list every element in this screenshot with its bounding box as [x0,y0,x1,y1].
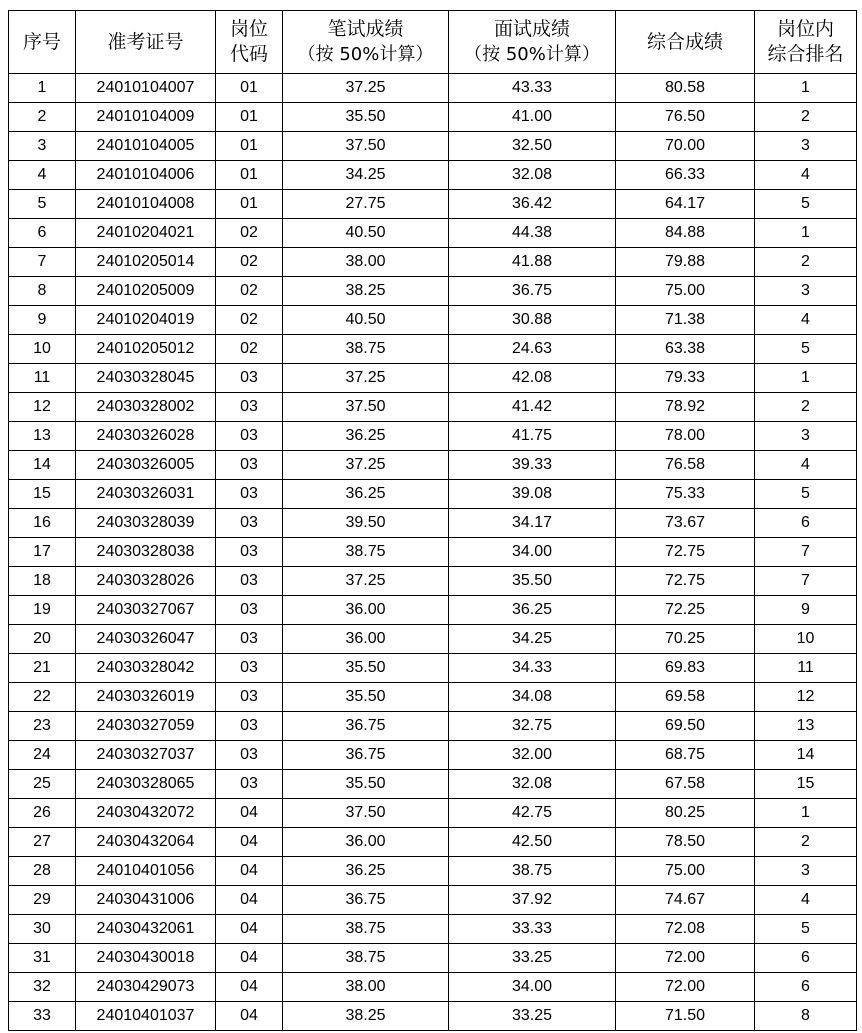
cell-interview-score: 39.08 [449,480,616,509]
cell-written-score: 38.00 [283,248,449,277]
header-post-code: 岗位 代码 [216,11,283,74]
table-row [9,422,857,451]
cell-written-score: 38.25 [283,1002,449,1031]
cell-written-score: 37.25 [283,451,449,480]
cell-ticket-number: 24030432072 [76,799,216,828]
cell-total-score: 79.88 [616,248,755,277]
cell-interview-score: 41.75 [449,422,616,451]
cell-total-score: 64.17 [616,190,755,219]
cell-ticket-number: 24030327067 [76,596,216,625]
cell-post-code: 03 [216,538,283,567]
cell-written-score: 36.75 [283,741,449,770]
cell-written-score: 39.50 [283,509,449,538]
cell-seq: 23 [9,712,76,741]
cell-rank: 2 [755,103,857,132]
cell-rank: 11 [755,654,857,683]
cell-total-score: 72.25 [616,596,755,625]
cell-rank: 6 [755,509,857,538]
cell-interview-score: 32.50 [449,132,616,161]
cell-post-code: 01 [216,74,283,103]
cell-ticket-number: 24010204021 [76,219,216,248]
cell-written-score: 36.00 [283,828,449,857]
cell-rank: 4 [755,451,857,480]
cell-ticket-number: 24010204019 [76,306,216,335]
cell-total-score: 69.58 [616,683,755,712]
cell-post-code: 02 [216,277,283,306]
cell-rank: 2 [755,393,857,422]
cell-total-score: 72.75 [616,538,755,567]
cell-seq: 30 [9,915,76,944]
cell-seq: 20 [9,625,76,654]
cell-written-score: 36.75 [283,886,449,915]
table-row [9,335,857,364]
cell-ticket-number: 24030326005 [76,451,216,480]
cell-post-code: 04 [216,828,283,857]
cell-seq: 21 [9,654,76,683]
cell-written-score: 36.25 [283,480,449,509]
cell-rank: 8 [755,1002,857,1031]
cell-seq: 5 [9,190,76,219]
cell-interview-score: 32.08 [449,161,616,190]
table-row [9,248,857,277]
cell-written-score: 35.50 [283,683,449,712]
cell-total-score: 75.33 [616,480,755,509]
cell-rank: 4 [755,886,857,915]
table-row [9,654,857,683]
cell-seq: 12 [9,393,76,422]
header-rank: 岗位内 综合排名 [755,11,857,74]
cell-interview-score: 34.33 [449,654,616,683]
table-row [9,190,857,219]
cell-seq: 32 [9,973,76,1002]
cell-ticket-number: 24030430018 [76,944,216,973]
cell-rank: 4 [755,306,857,335]
table-row [9,770,857,799]
cell-post-code: 04 [216,973,283,1002]
cell-rank: 5 [755,480,857,509]
cell-ticket-number: 24010205009 [76,277,216,306]
cell-interview-score: 37.92 [449,886,616,915]
cell-written-score: 37.25 [283,74,449,103]
cell-interview-score: 33.25 [449,1002,616,1031]
cell-total-score: 63.38 [616,335,755,364]
cell-interview-score: 33.33 [449,915,616,944]
cell-interview-score: 42.75 [449,799,616,828]
cell-post-code: 03 [216,509,283,538]
cell-total-score: 69.50 [616,712,755,741]
cell-post-code: 03 [216,567,283,596]
table-row [9,364,857,393]
cell-total-score: 71.50 [616,1002,755,1031]
table-body [9,74,857,1031]
cell-written-score: 37.25 [283,567,449,596]
cell-post-code: 02 [216,306,283,335]
cell-total-score: 75.00 [616,857,755,886]
cell-written-score: 27.75 [283,190,449,219]
cell-rank: 6 [755,973,857,1002]
cell-ticket-number: 24030326028 [76,422,216,451]
cell-total-score: 72.75 [616,567,755,596]
cell-interview-score: 35.50 [449,567,616,596]
table-row [9,596,857,625]
cell-seq: 6 [9,219,76,248]
cell-ticket-number: 24030431006 [76,886,216,915]
cell-ticket-number: 24010401037 [76,1002,216,1031]
cell-total-score: 68.75 [616,741,755,770]
cell-seq: 11 [9,364,76,393]
cell-written-score: 38.25 [283,277,449,306]
cell-post-code: 04 [216,799,283,828]
cell-post-code: 01 [216,132,283,161]
cell-rank: 1 [755,799,857,828]
header-ticket-number: 准考证号 [76,11,216,74]
score-table [8,10,857,1031]
cell-ticket-number: 24030328038 [76,538,216,567]
table-row [9,886,857,915]
cell-interview-score: 42.08 [449,364,616,393]
cell-total-score: 78.50 [616,828,755,857]
score-table-container [8,10,857,1031]
cell-seq: 10 [9,335,76,364]
header-total-score: 综合成绩 [616,11,755,74]
cell-rank: 4 [755,161,857,190]
cell-post-code: 03 [216,364,283,393]
cell-post-code: 03 [216,683,283,712]
cell-seq: 3 [9,132,76,161]
cell-interview-score: 34.25 [449,625,616,654]
cell-rank: 5 [755,915,857,944]
cell-total-score: 72.00 [616,944,755,973]
cell-interview-score: 41.00 [449,103,616,132]
cell-interview-score: 30.88 [449,306,616,335]
cell-rank: 9 [755,596,857,625]
cell-rank: 3 [755,422,857,451]
cell-written-score: 37.50 [283,799,449,828]
cell-total-score: 69.83 [616,654,755,683]
cell-interview-score: 32.08 [449,770,616,799]
table-row [9,741,857,770]
cell-post-code: 02 [216,248,283,277]
cell-interview-score: 24.63 [449,335,616,364]
cell-interview-score: 34.00 [449,973,616,1002]
cell-written-score: 35.50 [283,654,449,683]
cell-written-score: 38.00 [283,973,449,1002]
cell-post-code: 04 [216,915,283,944]
cell-seq: 33 [9,1002,76,1031]
cell-post-code: 03 [216,451,283,480]
cell-rank: 7 [755,567,857,596]
cell-rank: 2 [755,248,857,277]
cell-seq: 14 [9,451,76,480]
cell-total-score: 70.00 [616,132,755,161]
cell-interview-score: 44.38 [449,219,616,248]
cell-ticket-number: 24030326047 [76,625,216,654]
cell-ticket-number: 24030429073 [76,973,216,1002]
cell-written-score: 36.25 [283,422,449,451]
table-row [9,451,857,480]
cell-total-score: 76.58 [616,451,755,480]
cell-written-score: 38.75 [283,944,449,973]
cell-total-score: 71.38 [616,306,755,335]
cell-rank: 14 [755,741,857,770]
table-row [9,161,857,190]
cell-ticket-number: 24010104008 [76,190,216,219]
cell-ticket-number: 24030326031 [76,480,216,509]
cell-post-code: 03 [216,712,283,741]
cell-rank: 5 [755,335,857,364]
cell-post-code: 01 [216,190,283,219]
cell-interview-score: 34.17 [449,509,616,538]
table-row [9,567,857,596]
cell-ticket-number: 24010104009 [76,103,216,132]
cell-ticket-number: 24030328065 [76,770,216,799]
table-row [9,799,857,828]
cell-rank: 1 [755,74,857,103]
cell-interview-score: 33.25 [449,944,616,973]
cell-written-score: 40.50 [283,306,449,335]
cell-total-score: 73.67 [616,509,755,538]
cell-written-score: 36.00 [283,625,449,654]
cell-rank: 12 [755,683,857,712]
cell-rank: 15 [755,770,857,799]
cell-ticket-number: 24010104005 [76,132,216,161]
cell-post-code: 01 [216,103,283,132]
cell-rank: 13 [755,712,857,741]
cell-post-code: 04 [216,857,283,886]
header-interview-score: 面试成绩 （按 50%计算） [449,11,616,74]
table-row [9,683,857,712]
cell-post-code: 02 [216,219,283,248]
cell-rank: 1 [755,219,857,248]
table-row [9,509,857,538]
cell-interview-score: 34.08 [449,683,616,712]
cell-interview-score: 43.33 [449,74,616,103]
cell-interview-score: 41.88 [449,248,616,277]
cell-ticket-number: 24010205014 [76,248,216,277]
cell-written-score: 37.25 [283,364,449,393]
table-row [9,828,857,857]
cell-total-score: 76.50 [616,103,755,132]
cell-seq: 24 [9,741,76,770]
cell-rank: 3 [755,132,857,161]
cell-seq: 19 [9,596,76,625]
cell-interview-score: 41.42 [449,393,616,422]
header-row [9,11,857,74]
cell-post-code: 04 [216,944,283,973]
cell-ticket-number: 24030327059 [76,712,216,741]
cell-post-code: 03 [216,480,283,509]
cell-written-score: 36.25 [283,857,449,886]
cell-interview-score: 42.50 [449,828,616,857]
cell-written-score: 40.50 [283,219,449,248]
table-row [9,306,857,335]
cell-total-score: 75.00 [616,277,755,306]
cell-seq: 25 [9,770,76,799]
cell-interview-score: 38.75 [449,857,616,886]
table-row [9,132,857,161]
cell-seq: 28 [9,857,76,886]
cell-seq: 27 [9,828,76,857]
cell-ticket-number: 24030328026 [76,567,216,596]
cell-rank: 6 [755,944,857,973]
cell-ticket-number: 24030328002 [76,393,216,422]
cell-ticket-number: 24030432061 [76,915,216,944]
cell-seq: 8 [9,277,76,306]
cell-ticket-number: 24030326019 [76,683,216,712]
cell-post-code: 02 [216,335,283,364]
cell-interview-score: 36.42 [449,190,616,219]
cell-interview-score: 34.00 [449,538,616,567]
table-row [9,538,857,567]
cell-interview-score: 36.75 [449,277,616,306]
cell-interview-score: 32.00 [449,741,616,770]
cell-seq: 4 [9,161,76,190]
cell-interview-score: 32.75 [449,712,616,741]
cell-seq: 17 [9,538,76,567]
cell-written-score: 35.50 [283,103,449,132]
cell-seq: 31 [9,944,76,973]
cell-written-score: 38.75 [283,915,449,944]
cell-seq: 26 [9,799,76,828]
cell-post-code: 04 [216,1002,283,1031]
cell-rank: 3 [755,277,857,306]
cell-rank: 2 [755,828,857,857]
cell-rank: 5 [755,190,857,219]
cell-rank: 3 [755,857,857,886]
header-seq: 序号 [9,11,76,74]
cell-post-code: 03 [216,393,283,422]
cell-seq: 2 [9,103,76,132]
table-row [9,944,857,973]
cell-interview-score: 39.33 [449,451,616,480]
cell-ticket-number: 24030327037 [76,741,216,770]
cell-total-score: 84.88 [616,219,755,248]
cell-ticket-number: 24030432064 [76,828,216,857]
cell-post-code: 03 [216,654,283,683]
cell-rank: 7 [755,538,857,567]
cell-seq: 29 [9,886,76,915]
cell-total-score: 70.25 [616,625,755,654]
cell-written-score: 37.50 [283,132,449,161]
cell-total-score: 79.33 [616,364,755,393]
cell-post-code: 03 [216,625,283,654]
cell-seq: 16 [9,509,76,538]
cell-total-score: 78.00 [616,422,755,451]
cell-seq: 1 [9,74,76,103]
cell-seq: 18 [9,567,76,596]
cell-total-score: 72.00 [616,973,755,1002]
cell-seq: 22 [9,683,76,712]
header-written-score: 笔试成绩 （按 50%计算） [283,11,449,74]
cell-total-score: 80.58 [616,74,755,103]
table-row [9,973,857,1002]
table-row [9,625,857,654]
cell-total-score: 80.25 [616,799,755,828]
cell-post-code: 03 [216,422,283,451]
table-row [9,219,857,248]
cell-seq: 15 [9,480,76,509]
cell-written-score: 37.50 [283,393,449,422]
cell-post-code: 01 [216,161,283,190]
table-row [9,277,857,306]
cell-post-code: 03 [216,741,283,770]
table-row [9,712,857,741]
cell-written-score: 36.00 [283,596,449,625]
cell-interview-score: 36.25 [449,596,616,625]
cell-rank: 1 [755,364,857,393]
cell-written-score: 38.75 [283,538,449,567]
cell-written-score: 38.75 [283,335,449,364]
cell-written-score: 36.75 [283,712,449,741]
cell-rank: 10 [755,625,857,654]
table-row [9,480,857,509]
cell-ticket-number: 24010401056 [76,857,216,886]
cell-ticket-number: 24010104007 [76,74,216,103]
table-row [9,857,857,886]
table-row [9,915,857,944]
table-row [9,393,857,422]
cell-seq: 7 [9,248,76,277]
cell-seq: 13 [9,422,76,451]
cell-total-score: 78.92 [616,393,755,422]
table-row [9,103,857,132]
cell-total-score: 67.58 [616,770,755,799]
cell-ticket-number: 24030328039 [76,509,216,538]
cell-seq: 9 [9,306,76,335]
cell-post-code: 03 [216,770,283,799]
table-row [9,74,857,103]
cell-post-code: 04 [216,886,283,915]
cell-ticket-number: 24030328042 [76,654,216,683]
cell-written-score: 34.25 [283,161,449,190]
cell-written-score: 35.50 [283,770,449,799]
cell-total-score: 66.33 [616,161,755,190]
table-row [9,1002,857,1031]
cell-ticket-number: 24010205012 [76,335,216,364]
cell-total-score: 74.67 [616,886,755,915]
cell-ticket-number: 24010104006 [76,161,216,190]
cell-post-code: 03 [216,596,283,625]
cell-total-score: 72.08 [616,915,755,944]
cell-ticket-number: 24030328045 [76,364,216,393]
